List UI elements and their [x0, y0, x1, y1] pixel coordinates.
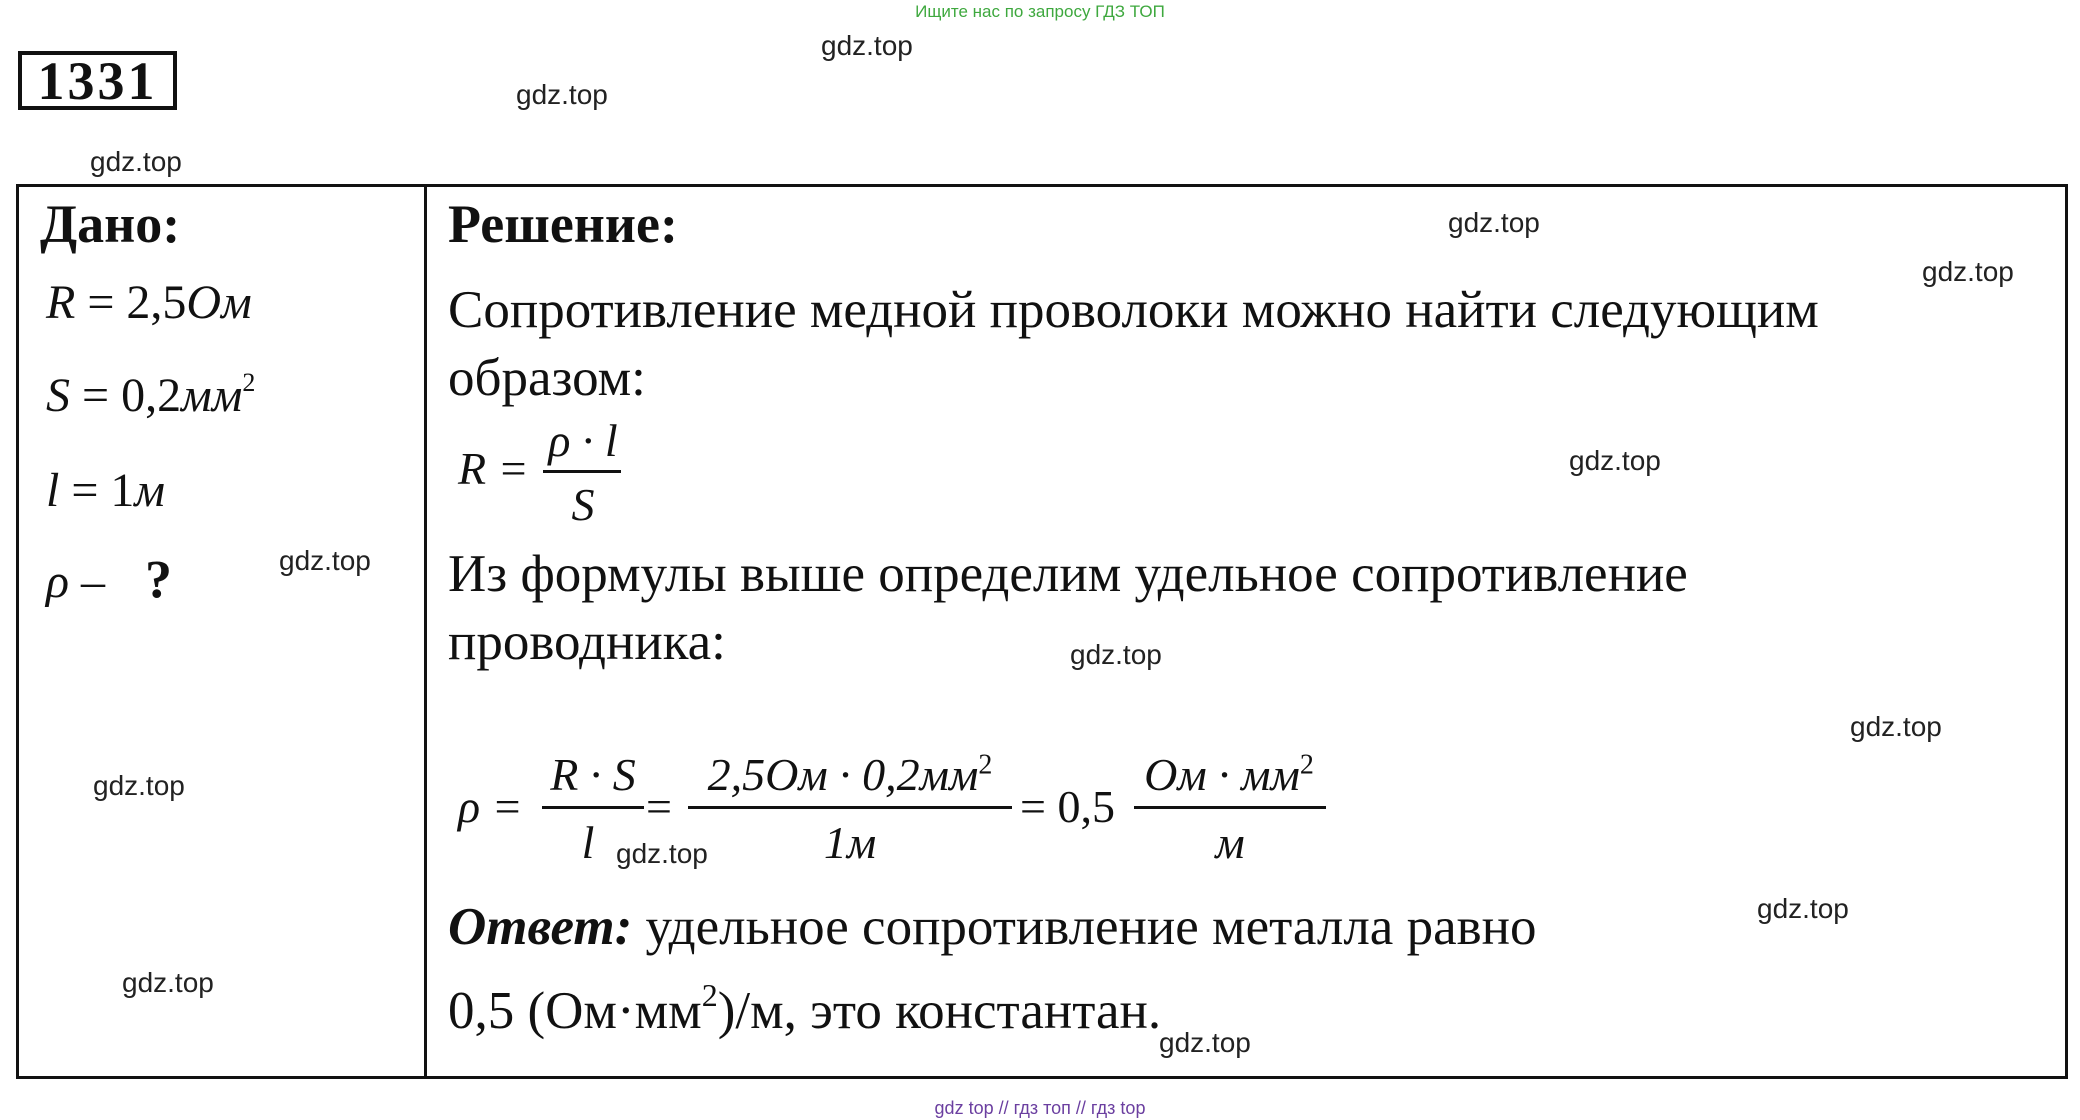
solution-paragraph-2-line-1: Из формулы выше определим удельное сопротивление — [448, 545, 1688, 603]
formula-1-fraction-bar — [543, 470, 621, 473]
given-heading: Дано: — [40, 194, 181, 254]
watermark: gdz.top — [1922, 256, 2014, 287]
watermark: gdz.top — [1070, 639, 1162, 670]
formula-2-frac-2-bar — [688, 806, 1012, 809]
formula-2-lhs: ρ = — [458, 781, 523, 832]
watermark: gdz.top — [516, 79, 608, 110]
given-resistance: R = 2,5Ом — [46, 276, 252, 329]
watermark: gdz.top — [616, 838, 708, 869]
formula-1-lhs: R = — [458, 443, 529, 494]
watermark: gdz.top — [122, 967, 214, 998]
watermark: gdz.top — [1159, 1027, 1251, 1058]
given-unknown: ρ – ? — [46, 549, 173, 609]
answer-line-2: 0,5 $(Ом\cdot мм^2)/м$, это константан. — [448, 977, 1162, 1040]
solution-heading: Решение: — [448, 194, 678, 254]
watermark: gdz.top — [93, 770, 185, 801]
formula-2-frac-3-denominator: м — [1215, 817, 1245, 868]
answer-label: Ответ: — [448, 898, 633, 956]
given-length: l = 1м — [46, 464, 166, 517]
watermark: gdz.top — [821, 30, 913, 61]
solution-paragraph-1-line-2: образом: — [448, 349, 646, 407]
formula-2-frac-1-denominator: l — [581, 817, 595, 868]
answer — [448, 893, 1537, 1045]
watermark: gdz.top — [1757, 893, 1849, 924]
column-divider — [424, 184, 427, 1079]
watermark: gdz.top — [90, 146, 182, 177]
formula-2-result: = 0,5 — [1020, 781, 1115, 832]
formula-2-frac-1-numerator: R · S — [550, 749, 636, 800]
solution-paragraph-1-line-1: Сопротивление медной проволоки можно найти следующим — [448, 281, 1819, 339]
problem-number: 1331 — [18, 51, 177, 110]
watermark: gdz.top — [279, 545, 371, 576]
top-banner: Ищите нас по запросу ГДЗ ТОП — [915, 2, 1165, 21]
formula-1-denominator: S — [571, 479, 595, 530]
solution-paragraph-2-line-2: проводника: — [448, 613, 726, 671]
watermark: gdz.top — [1569, 445, 1661, 476]
watermark: gdz.top — [1448, 207, 1540, 238]
formula-2-frac-3-numerator: Ом · $мм^2$ — [1144, 749, 1314, 800]
formula-2-frac-2-numerator: $2,5Ом \cdot 0,2мм^2$ — [707, 749, 993, 800]
formula-2-frac-1-bar — [542, 806, 644, 809]
formula-2-frac-2-denominator: 1м — [823, 817, 877, 868]
given-cross-section: $S = 0,2мм^2$ — [46, 368, 256, 422]
watermark: gdz.top — [1850, 711, 1942, 742]
formula-1-numerator: ρ · l — [548, 415, 618, 466]
formula-2-frac-3-bar — [1134, 806, 1326, 809]
footer-links: gdz top // гдз топ // гдз top — [934, 1098, 1146, 1118]
formula-2-equals: = — [646, 781, 672, 832]
answer-line-1: Ответ: удельное сопротивление металла равно — [448, 898, 1537, 956]
